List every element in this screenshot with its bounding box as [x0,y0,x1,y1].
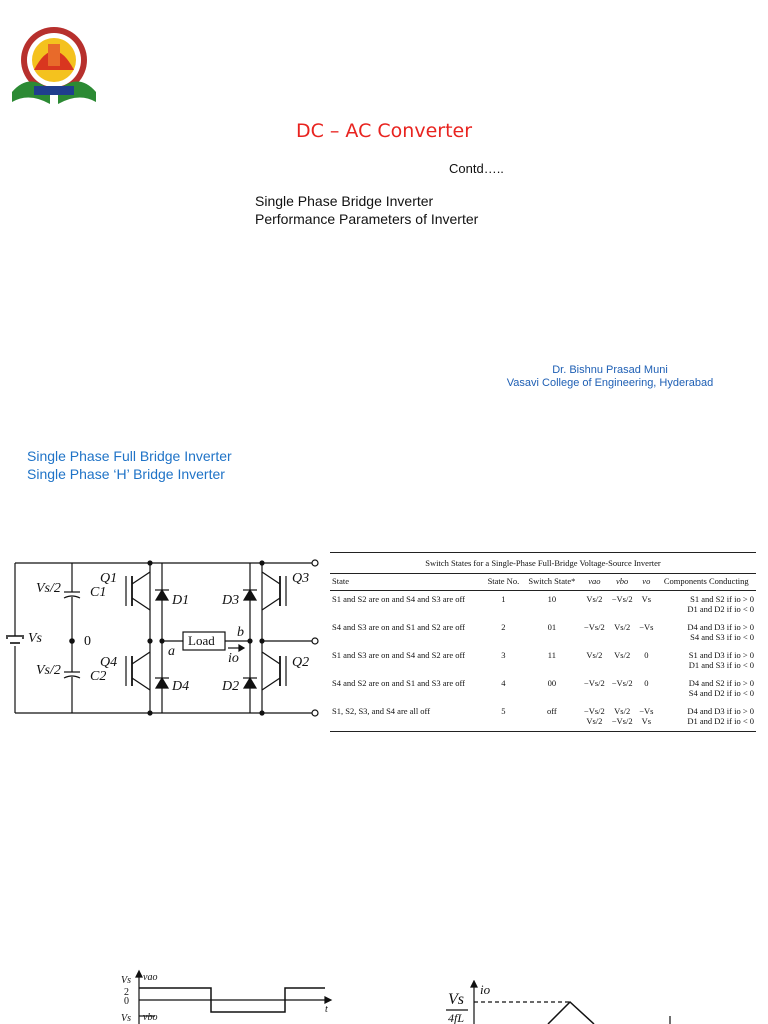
svg-text:0: 0 [84,634,91,649]
svg-text:C2: C2 [90,669,107,684]
table-row: S4 and S3 are on and S1 and S2 are off 2 01 −Vs/2 Vs/2 −Vs D4 and D3 if io > 0 S4 and S3 if io < 0 [332,622,754,642]
header-vo: vo [636,574,656,591]
svg-text:b: b [237,625,244,640]
section-heading-h-bridge: Single Phase ‘H’ Bridge Inverter [27,466,225,482]
college-emblem-icon [4,22,104,112]
full-bridge-inverter-circuit [0,548,325,728]
svg-text:Q1: Q1 [100,571,118,586]
subtitle-bridge-inverter: Single Phase Bridge Inverter [255,193,434,209]
author-name: Dr. Bishnu Prasad Muni [552,364,668,376]
svg-text:D4: D4 [172,679,190,694]
svg-text:io: io [480,982,491,997]
svg-text:0: 0 [124,996,129,1007]
svg-text:Vs: Vs [28,631,42,646]
svg-text:Vs: Vs [448,991,464,1008]
table-row: S1 and S2 are on and S4 and S3 are off 1 10 Vs/2 −Vs/2 Vs S1 and S2 if io > 0 D1 and D2 if io < 0 [332,594,754,614]
author-affiliation: Vasavi College of Engineering, Hyderabad [506,377,714,389]
page-title: DC – AC Converter [295,120,473,142]
subtitle-performance-parameters: Performance Parameters of Inverter [255,211,479,227]
svg-text:D2: D2 [222,679,240,694]
svg-text:Load: Load [188,633,215,648]
table-row: S4 and S2 are on and S1 and S3 are off 4 00 −Vs/2 −Vs/2 0 D4 and S2 if io > 0 S4 and D2 if io < 0 [332,678,754,698]
svg-text:D3: D3 [222,593,240,608]
table-caption: Switch States for a Single-Phase Full-Bridge Voltage-Source Inverter [330,552,756,573]
table-row: S1 and S3 are on and S4 and S2 are off 3 11 Vs/2 Vs/2 0 S1 and D3 if io > 0 D1 and S3 if io < 0 [332,650,754,670]
header-switch-state: Switch State* [523,574,580,591]
vao-waveform [115,968,335,1024]
svg-text:Vs/2: Vs/2 [36,663,61,678]
svg-text:Vs: Vs [121,1013,131,1024]
header-components: Components Conducting [657,574,756,591]
table-row: S1, S2, S3, and S4 are all off 5 off −Vs/2 Vs/2 Vs/2 −Vs/2 −Vs Vs D4 and D3 if io > 0 D1 and D2 if io < 0 [332,706,754,726]
continued-label: Contd….. [449,161,504,176]
svg-text:Vs/2: Vs/2 [36,581,61,596]
svg-text:Q4: Q4 [100,655,118,670]
header-state: State [330,574,483,591]
svg-text:vbo: vbo [143,1012,158,1023]
svg-text:Q3: Q3 [292,571,310,586]
header-vao: vao [580,574,608,591]
svg-text:2: 2 [124,987,129,998]
table-header-row [330,574,756,591]
svg-text:vao: vao [143,972,158,983]
switch-states-table [330,552,756,732]
svg-text:D1: D1 [172,593,190,608]
svg-text:C1: C1 [90,585,107,600]
header-vbo: vbo [608,574,636,591]
svg-text:Vs: Vs [121,975,131,986]
header-state-no: State No. [483,574,523,591]
svg-text:io: io [228,651,239,666]
io-waveform [440,980,700,1024]
svg-text:4fL: 4fL [448,1011,465,1024]
svg-text:a: a [168,644,175,659]
section-heading-full-bridge: Single Phase Full Bridge Inverter [27,448,232,464]
svg-text:t: t [325,1004,328,1015]
svg-text:Q2: Q2 [292,655,310,670]
